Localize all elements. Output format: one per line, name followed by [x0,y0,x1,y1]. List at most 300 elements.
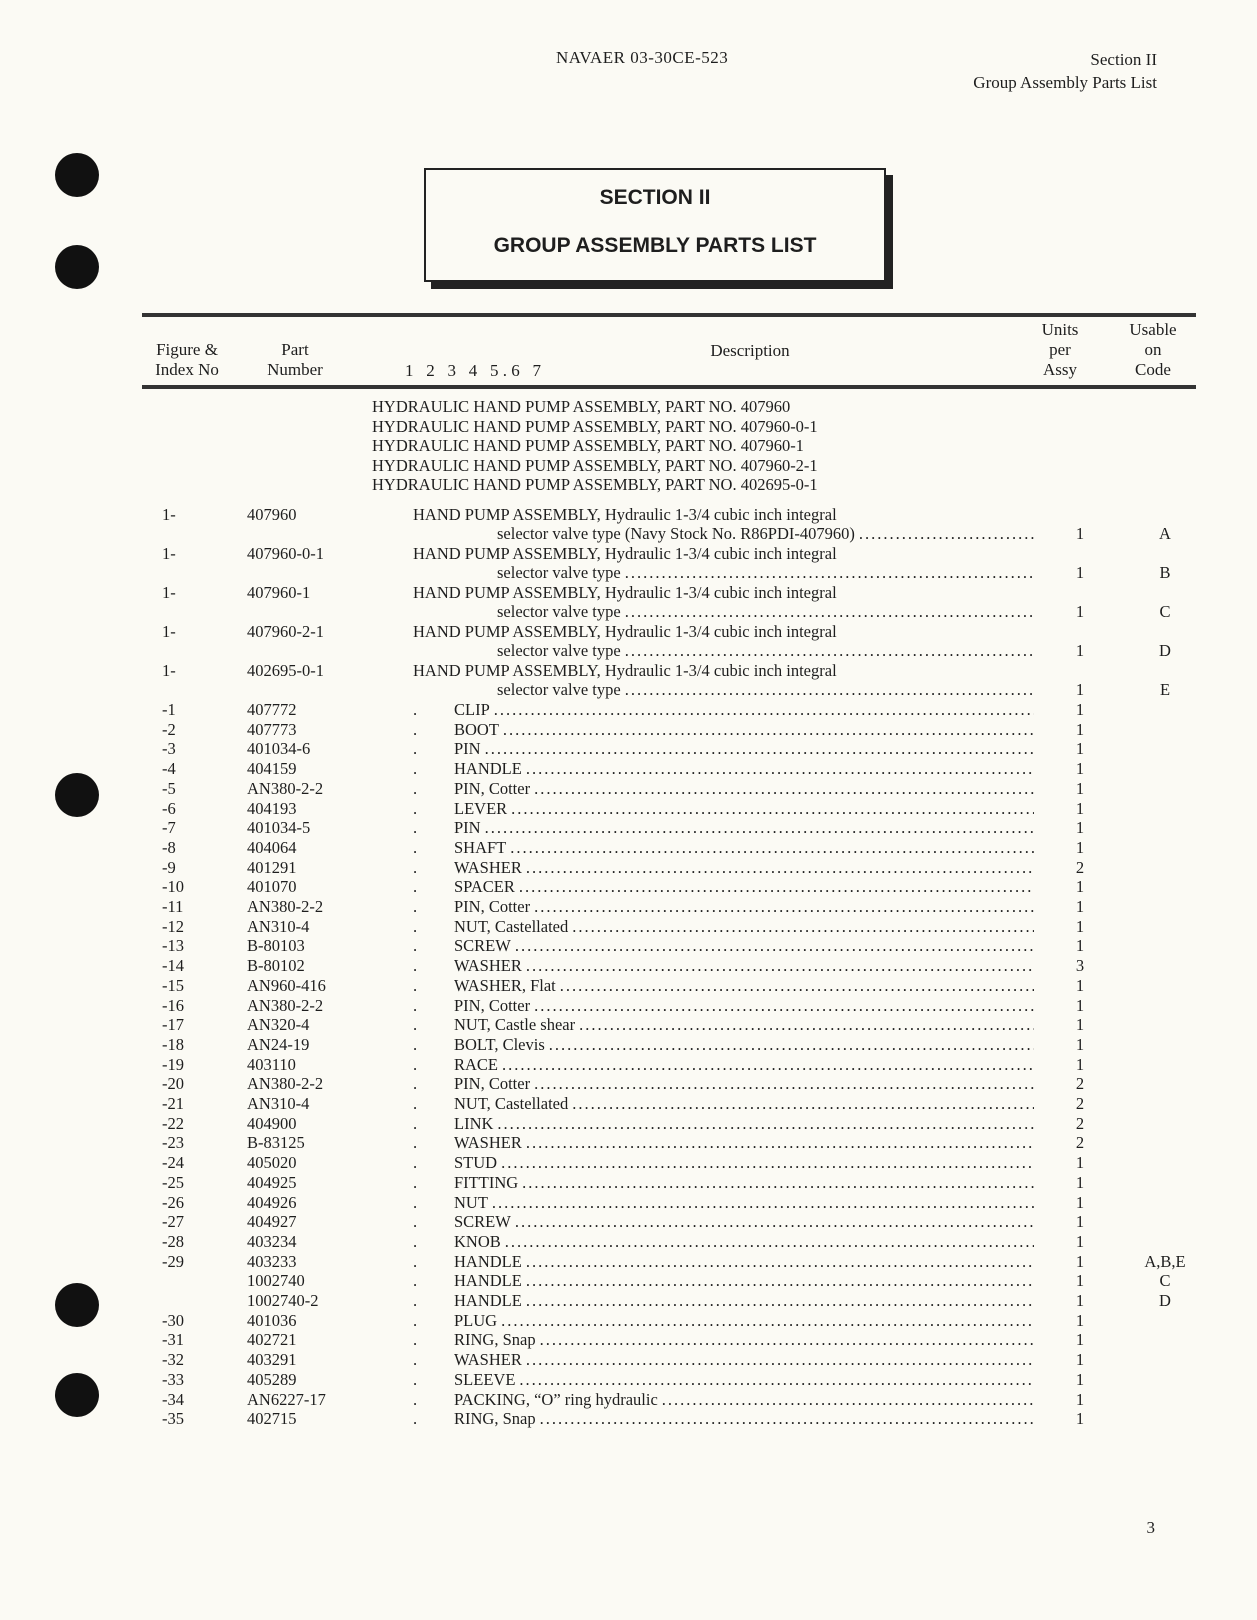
table-row [0,1390,1257,1410]
usable-on-code: E [1159,680,1171,699]
punch-hole [55,245,99,289]
description [497,524,1034,544]
title-line-2: GROUP ASSEMBLY PARTS LIST [493,234,817,257]
units-per-assy: 2 [1075,1094,1085,1113]
dot-leader [859,524,1034,544]
indent-marker: . [413,1113,418,1133]
description [413,661,1033,681]
description [454,917,1034,937]
table-row [0,1350,1257,1370]
part-number: AN6227-17 [247,1389,326,1409]
section-title: Group Assembly Parts List [973,73,1157,92]
assembly-row [0,505,1257,525]
dot-leader [515,936,1034,956]
assembly-row-continued [0,641,1257,661]
usable-on-code: C [1159,602,1171,621]
indent-marker: . [413,1172,418,1192]
description-text: RING, Snap [454,1409,536,1429]
dot-leader [497,1114,1034,1134]
units-per-assy: 1 [1075,1231,1085,1251]
dot-leader [560,976,1034,996]
dot-leader [526,1350,1034,1370]
description [454,1212,1034,1232]
description-text: PACKING, “O” ring hydraulic [454,1389,658,1409]
figure-index: -4 [162,759,176,779]
table-row [0,1114,1257,1134]
dot-leader [662,1390,1034,1410]
indent-marker: . [413,759,418,779]
col-label: Figure & [156,340,218,359]
units-per-assy: 1 [1075,1153,1085,1173]
description [454,1291,1034,1311]
description [454,818,1034,838]
units-per-assy: 1 [1075,1291,1085,1310]
figure-index: -8 [162,837,176,857]
description-text: PIN [454,818,481,838]
indent-marker: . [413,1251,418,1271]
figure-index: -34 [162,1389,184,1409]
part-number: 401070 [247,877,297,897]
indent-marker: . [413,1192,418,1212]
units-per-assy: 1 [1075,1172,1085,1192]
units-per-assy: 2 [1075,1133,1085,1153]
indent-marker: . [413,857,418,877]
part-number: AN380-2-2 [247,897,324,916]
table-row [0,1370,1257,1390]
units-per-assy: 1 [1075,936,1085,956]
description [454,1370,1034,1390]
description-text: NUT, Castellated [454,1094,569,1113]
dot-leader [625,563,1034,583]
indent-marker: . [413,778,418,798]
indent-marker: . [413,877,418,897]
description [454,858,1034,878]
dot-leader [511,799,1034,819]
figure-index: 1- [162,505,176,524]
description-text: PIN, Cotter [454,1074,531,1094]
indent-marker: . [413,798,418,818]
description [454,936,1034,956]
units-per-assy: 1 [1075,1034,1085,1054]
col-indent-levels: 1 2 3 4 5 . 6 7 [405,361,541,380]
usable-on-code: D [1159,641,1171,660]
indent-marker: . [413,719,418,739]
units-per-assy: 1 [1075,995,1085,1015]
assembly-row-continued [0,680,1257,700]
table-row [0,1232,1257,1252]
table-row [0,1015,1257,1035]
dot-leader [841,544,1033,564]
indent-marker: . [413,739,418,759]
description-text: selector valve type [497,563,621,582]
col-description: Description [710,341,790,360]
description-text: WASHER [454,857,522,877]
table-row [0,779,1257,799]
part-number: 401034-6 [247,739,311,759]
table-row [0,1311,1257,1331]
dot-leader [526,1133,1034,1153]
part-number: AN380-2-2 [247,1074,324,1094]
dot-leader [625,641,1034,661]
part-number: 407772 [247,700,297,719]
units-per-assy: 1 [1075,818,1085,838]
table-row [0,1193,1257,1213]
figure-index: 1- [162,622,176,641]
dot-leader [485,818,1034,838]
description [454,1409,1034,1429]
description-text: SCREW [454,936,511,956]
indent-marker: . [413,1369,418,1389]
part-number: 404926 [247,1192,297,1212]
description [454,956,1034,976]
dot-leader [540,1409,1034,1429]
indent-marker: . [413,897,418,916]
units-per-assy: 3 [1075,956,1085,976]
dot-leader [526,858,1034,878]
table-row [0,1074,1257,1094]
figure-index: -29 [162,1251,184,1271]
dot-leader [515,1212,1034,1232]
table-row [0,1173,1257,1193]
usable-on-code: C [1159,1271,1171,1291]
dot-leader [526,1291,1034,1311]
description [413,622,1033,642]
description [454,759,1034,779]
units-per-assy: 1 [1075,1389,1085,1409]
col-label: Units [1041,320,1079,339]
description [454,897,1034,917]
description [454,1094,1034,1114]
table-row [0,917,1257,937]
description [454,700,1034,720]
assembly-row [0,583,1257,603]
table-row [0,1252,1257,1272]
indent-marker: . [413,975,418,995]
description-text: FITTING [454,1172,519,1192]
figure-index: -12 [162,916,184,936]
dot-leader [572,1094,1034,1114]
description [454,739,1034,759]
part-number: 403291 [247,1350,297,1370]
figure-index: -19 [162,1054,184,1074]
description [413,583,1033,603]
indent-marker: . [413,936,418,956]
table-row [0,936,1257,956]
part-number: 401036 [247,1310,297,1330]
dot-leader [522,1173,1034,1193]
dot-leader [519,1370,1034,1390]
assembly-row-continued [0,563,1257,583]
description-text: HAND PUMP ASSEMBLY, Hydraulic 1-3/4 cubic inch integral [413,544,837,563]
part-number: 1002740-2 [247,1291,319,1310]
part-number: AN380-2-2 [247,778,324,798]
description-text: NUT, Castle shear [454,1015,576,1035]
dot-leader [501,1153,1034,1173]
description [413,544,1033,564]
part-number: 404925 [247,1172,297,1192]
description [454,1173,1034,1193]
figure-index: -5 [162,778,176,798]
dot-leader [540,1330,1034,1350]
description [454,877,1034,897]
units-per-assy: 1 [1075,1350,1085,1370]
col-label: Code [1135,360,1171,379]
description-text: SHAFT [454,837,507,857]
assembly-heading: HYDRAULIC HAND PUMP ASSEMBLY, PART NO. 407960-0-1 [372,416,818,436]
units-per-assy: 1 [1075,778,1085,798]
description-text: KNOB [454,1231,501,1251]
units-per-assy: 1 [1075,759,1085,779]
table-row [0,818,1257,838]
description-text: NUT [454,1192,488,1212]
description-text: HANDLE [454,1291,522,1310]
description-text: PLUG [454,1310,498,1330]
table-header-rule [142,385,1196,389]
figure-index: -16 [162,995,184,1015]
part-number: 403233 [247,1251,297,1271]
dot-leader [485,739,1034,759]
table-row [0,976,1257,996]
description [497,563,1034,583]
description [454,799,1034,819]
description-text: PIN, Cotter [454,897,531,916]
part-number: AN960-416 [247,975,326,995]
dot-leader [841,505,1033,525]
part-number: 404900 [247,1113,297,1133]
part-number: 405289 [247,1369,297,1389]
description-text: selector valve type [497,680,621,699]
figure-index: -27 [162,1212,184,1232]
description [454,838,1034,858]
table-row [0,996,1257,1016]
table-row [0,799,1257,819]
indent-marker: . [413,1231,418,1251]
description-text: HAND PUMP ASSEMBLY, Hydraulic 1-3/4 cubic inch integral [413,622,837,641]
description [454,720,1034,740]
section-label: Section II [1090,50,1157,69]
units-per-assy: 1 [1075,1330,1085,1350]
part-number: 403110 [247,1054,296,1074]
indent-marker: . [413,1094,418,1113]
part-number: AN380-2-2 [247,995,324,1015]
description-text: SLEEVE [454,1369,516,1389]
indent-marker: . [413,1133,418,1153]
part-number: 407960-0-1 [247,544,324,563]
col-units [1030,320,1090,380]
table-row [0,759,1257,779]
units-per-assy: 2 [1075,1113,1085,1133]
description-text: WASHER, Flat [454,975,556,995]
part-number: 404927 [247,1212,297,1232]
figure-index: -32 [162,1350,184,1370]
figure-index: -17 [162,1015,184,1035]
table-row [0,858,1257,878]
usable-on-code: A [1159,524,1171,543]
units-per-assy: 2 [1075,857,1085,877]
assembly-heading: HYDRAULIC HAND PUMP ASSEMBLY, PART NO. 407960 [372,397,791,416]
figure-index: -7 [162,818,176,838]
units-per-assy: 1 [1075,916,1085,936]
units-per-assy: 1 [1075,700,1085,719]
description-text: LEVER [454,798,508,818]
assembly-heading: HYDRAULIC HAND PUMP ASSEMBLY, PART NO. 407960-1 [372,436,804,455]
description [454,1035,1034,1055]
col-label: Assy [1042,360,1077,379]
part-number: AN320-4 [247,1015,310,1035]
col-label: per [1049,340,1071,359]
description [454,996,1034,1016]
units-per-assy: 1 [1075,680,1085,699]
dot-leader [534,779,1034,799]
assembly-heading: HYDRAULIC HAND PUMP ASSEMBLY, PART NO. 407960-2-1 [372,455,818,475]
description-text: selector valve type [497,602,621,621]
part-number: 404159 [247,759,297,779]
description-text: STUD [454,1153,498,1173]
figure-index: -33 [162,1369,184,1389]
part-number: B-80102 [247,956,305,976]
col-label: Part [281,340,309,359]
units-per-assy: 1 [1075,1310,1085,1330]
dot-leader [519,877,1034,897]
indent-marker: . [413,1034,418,1054]
units-per-assy: 1 [1075,1251,1085,1271]
description-text: CLIP [454,700,490,719]
description-text: BOOT [454,719,499,739]
indent-marker: . [413,1015,418,1035]
indent-marker: . [413,700,418,719]
part-number: 407960 [247,505,297,524]
part-number: 407960-2-1 [247,622,324,641]
table-row [0,1055,1257,1075]
indent-marker: . [413,1350,418,1370]
dot-leader [510,838,1034,858]
document-number: NAVAER 03-30CE-523 [556,48,729,67]
part-number: AN24-19 [247,1034,310,1054]
description-text: WASHER [454,1133,522,1153]
description-text: HANDLE [454,1251,522,1271]
dot-leader [526,1252,1034,1272]
assembly-row [0,544,1257,564]
dot-leader [505,1232,1034,1252]
description [454,1311,1034,1331]
description [454,1330,1034,1350]
part-number: AN310-4 [247,1094,310,1113]
col-label: Number [267,360,323,379]
dot-leader [526,956,1034,976]
part-number: 1002740 [247,1271,305,1291]
figure-index: 1- [162,544,176,563]
assembly-headings [372,397,818,495]
part-number: 401291 [247,857,297,877]
col-label: on [1144,340,1162,359]
part-number: AN310-4 [247,916,310,936]
table-row [0,1330,1257,1350]
table-row [0,1133,1257,1153]
dot-leader [534,1074,1034,1094]
description [454,1153,1034,1173]
units-per-assy: 1 [1075,837,1085,857]
description [454,779,1034,799]
dot-leader [502,1055,1034,1075]
indent-marker: . [413,916,418,936]
dot-leader [492,1193,1034,1213]
dot-leader [526,759,1034,779]
part-number: 407960-1 [247,583,311,602]
assembly-row-continued [0,524,1257,544]
description [454,1015,1034,1035]
description [497,641,1034,661]
description-text: RING, Snap [454,1330,536,1350]
page-number: 3 [1146,1518,1155,1537]
figure-index: -10 [162,877,184,897]
dot-leader [526,1271,1034,1291]
units-per-assy: 1 [1075,524,1085,543]
dot-leader [534,897,1034,917]
usable-on-code: B [1159,563,1171,582]
indent-marker: . [413,1330,418,1350]
figure-index: -35 [162,1409,184,1429]
dot-leader [841,622,1033,642]
indent-marker: . [413,1389,418,1409]
figure-index: -9 [162,857,176,877]
description [454,1055,1034,1075]
description [454,1350,1034,1370]
table-row [0,1035,1257,1055]
part-number: 402721 [247,1330,297,1350]
description [454,1252,1034,1272]
description [454,1133,1034,1153]
indent-marker: . [413,1409,418,1429]
indent-marker: . [413,1153,418,1173]
table-row [0,739,1257,759]
table-row [0,897,1257,917]
description [454,1232,1034,1252]
units-per-assy: 1 [1075,877,1085,897]
part-number: 407773 [247,719,297,739]
description-text: WASHER [454,1350,522,1370]
title-line-1: SECTION II [599,186,711,209]
dot-leader [501,1311,1034,1331]
figure-index: -3 [162,739,176,759]
indent-marker: . [413,1291,418,1310]
indent-marker: . [413,1310,418,1330]
indent-marker: . [413,1054,418,1074]
description [454,1114,1034,1134]
col-figure-index [142,340,232,380]
figure-index: 1- [162,661,176,680]
description-text: SCREW [454,1212,511,1232]
col-usable-code [1118,320,1188,380]
part-number: 404064 [247,837,297,857]
description [454,1390,1034,1410]
figure-index: -1 [162,700,176,719]
units-per-assy: 1 [1075,641,1085,660]
part-number: 404193 [247,798,297,818]
figure-index: 1- [162,583,176,602]
assembly-row [0,622,1257,642]
description-text: HAND PUMP ASSEMBLY, Hydraulic 1-3/4 cubic inch integral [413,661,837,680]
figure-index: -24 [162,1153,184,1173]
indent-marker: . [413,1271,418,1291]
dot-leader [494,700,1034,720]
dot-leader [841,583,1033,603]
figure-index: -21 [162,1094,184,1113]
col-part-number [250,340,340,380]
dot-leader [625,602,1034,622]
description [454,1193,1034,1213]
figure-index: -11 [162,897,184,916]
figure-index: -28 [162,1231,184,1251]
